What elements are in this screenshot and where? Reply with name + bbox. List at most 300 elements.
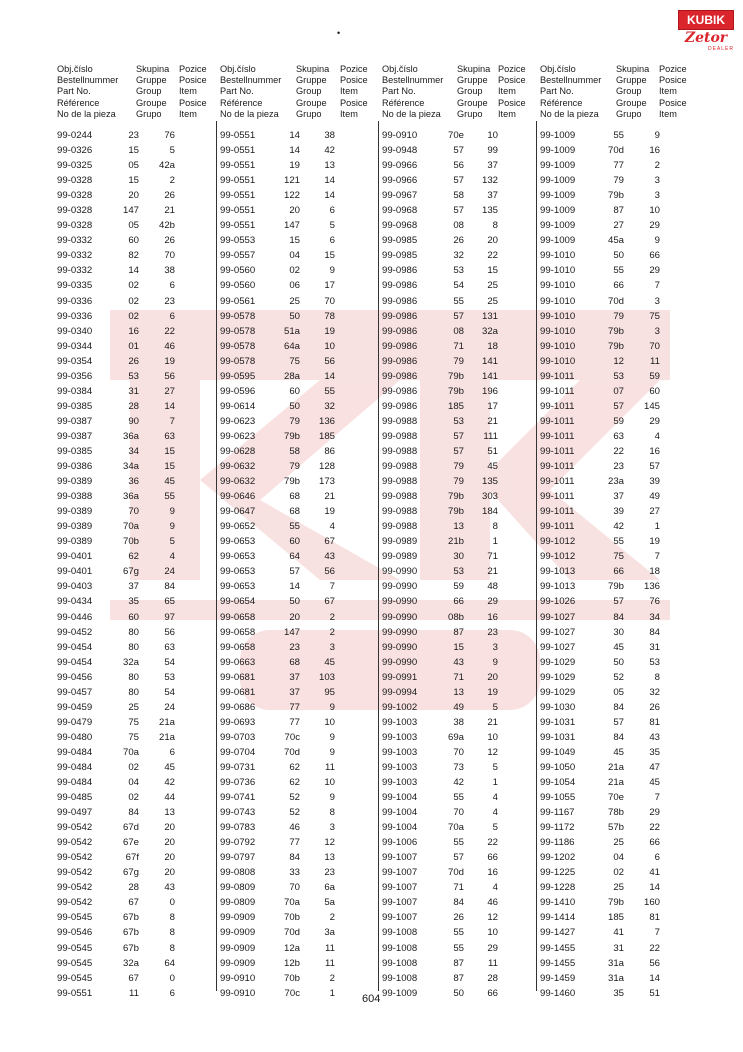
item-number: 10 — [324, 777, 335, 789]
item-number: 9 — [169, 506, 175, 518]
item-number: 11 — [488, 957, 498, 969]
header-group: Group — [136, 86, 162, 97]
group-number: 67b — [122, 927, 139, 939]
item-number: 70 — [164, 250, 175, 262]
header-part-no: Part No. — [540, 86, 574, 97]
group-number: 80 — [128, 671, 139, 683]
item-number: 63 — [164, 430, 175, 442]
item-number: 23 — [324, 867, 335, 879]
item-number: 2 — [654, 160, 660, 172]
header-group: Grupo — [616, 108, 642, 119]
header-item: Posice — [179, 97, 207, 108]
header-item: Posice — [659, 97, 687, 108]
part-number: 99-1031 — [540, 716, 576, 728]
group-number: 70b — [283, 912, 300, 924]
part-number: 99-0551 — [220, 205, 256, 217]
item-number: 6 — [169, 987, 175, 999]
item-number: 27 — [649, 506, 660, 518]
part-number: 99-0336 — [57, 295, 93, 307]
group-number: 62 — [289, 761, 300, 773]
part-number: 99-1031 — [540, 731, 576, 743]
group-number: 50 — [613, 250, 624, 262]
group-number: 21a — [607, 777, 624, 789]
item-number: 12 — [487, 746, 498, 758]
item-number: 5 — [169, 536, 175, 548]
group-number: 07 — [613, 385, 624, 397]
item-number: 184 — [481, 506, 498, 518]
part-number: 99-1009 — [540, 190, 576, 202]
part-number: 99-0434 — [57, 596, 93, 608]
item-number: 66 — [487, 852, 498, 864]
part-number: 99-1010 — [540, 280, 576, 292]
item-number: 2 — [329, 611, 335, 623]
header-item: Pozice — [498, 64, 526, 74]
part-number: 99-0454 — [57, 641, 93, 653]
part-number: 99-0783 — [220, 822, 256, 834]
group-number: 50 — [289, 400, 300, 412]
part-number: 99-0991 — [382, 671, 418, 683]
part-number: 99-0328 — [57, 175, 93, 187]
group-number: 37 — [613, 491, 624, 503]
group-number: 49 — [453, 701, 464, 713]
part-number: 99-0968 — [382, 205, 418, 217]
item-number: 45 — [164, 476, 175, 488]
item-number: 23 — [164, 295, 175, 307]
part-number: 99-0326 — [57, 145, 93, 157]
item-number: 7 — [654, 280, 660, 292]
group-number: 57 — [613, 400, 624, 412]
item-number: 12 — [487, 912, 498, 924]
group-number: 15 — [289, 235, 300, 247]
group-number: 79b — [607, 897, 624, 909]
item-number: 10 — [487, 130, 498, 141]
item-number: 29 — [487, 596, 498, 608]
part-number: 99-0681 — [220, 686, 256, 698]
item-number: 20 — [487, 671, 498, 683]
item-number: 15 — [164, 461, 175, 473]
group-number: 02 — [289, 265, 300, 277]
group-number: 84 — [613, 611, 624, 623]
part-number: 99-0988 — [382, 491, 418, 503]
group-number: 57b — [607, 822, 624, 834]
item-number: 136 — [643, 581, 660, 593]
group-number: 35 — [128, 596, 139, 608]
part-number: 99-0332 — [57, 250, 93, 262]
group-number: 38 — [453, 716, 464, 728]
part-number: 99-0497 — [57, 807, 93, 819]
part-number: 99-1011 — [540, 385, 575, 397]
item-number: 3 — [329, 822, 335, 834]
part-number: 99-1050 — [540, 761, 576, 773]
part-number: 99-0808 — [220, 867, 256, 879]
group-number: 32 — [453, 250, 464, 262]
part-number: 99-1007 — [382, 867, 418, 879]
item-number: 4 — [492, 882, 498, 894]
part-number: 99-0994 — [382, 686, 418, 698]
item-number: 6 — [654, 852, 660, 864]
item-number: 84 — [649, 626, 660, 638]
item-number: 1 — [654, 521, 660, 533]
part-number: 99-0990 — [382, 626, 418, 638]
part-number: 99-1010 — [540, 295, 576, 307]
group-number: 50 — [289, 596, 300, 608]
group-number: 02 — [128, 280, 139, 292]
part-number: 99-0578 — [220, 325, 256, 337]
group-number: 28 — [128, 400, 139, 412]
part-number: 99-0545 — [57, 912, 93, 924]
item-number: 11 — [650, 355, 660, 367]
part-number: 99-0809 — [220, 882, 256, 894]
part-number: 99-0389 — [57, 476, 93, 488]
header-item: Posice — [498, 75, 526, 86]
item-number: 84 — [164, 581, 175, 593]
item-number: 42a — [158, 160, 175, 172]
group-number: 87 — [453, 626, 464, 638]
group-number: 68 — [289, 656, 300, 668]
part-number: 99-0356 — [57, 370, 93, 382]
item-number: 19 — [324, 506, 335, 518]
item-number: 14 — [324, 370, 335, 382]
part-number: 99-0344 — [57, 340, 93, 352]
item-number: 1 — [329, 987, 335, 999]
header-item: Item — [659, 108, 677, 119]
item-number: 145 — [643, 400, 660, 412]
group-number: 20 — [289, 611, 300, 623]
item-number: 66 — [487, 987, 498, 999]
page-number: 604 — [362, 993, 381, 1005]
part-number: 99-1003 — [382, 746, 418, 758]
group-number: 02 — [128, 792, 139, 804]
group-number: 53 — [613, 370, 624, 382]
group-number: 05 — [613, 686, 624, 698]
group-number: 33 — [289, 867, 300, 879]
part-number: 99-1004 — [382, 807, 418, 819]
part-number: 99-1027 — [540, 611, 576, 623]
part-number: 99-0545 — [57, 957, 93, 969]
part-number: 99-1002 — [382, 701, 418, 713]
part-number: 99-1010 — [540, 310, 576, 322]
part-number: 99-1011 — [540, 400, 575, 412]
group-number: 15 — [453, 641, 464, 653]
part-number: 99-1010 — [540, 325, 576, 337]
group-number: 79 — [289, 461, 300, 473]
item-number: 10 — [324, 716, 335, 728]
group-number: 185 — [607, 912, 624, 924]
group-number: 25 — [613, 837, 624, 849]
group-number: 28 — [128, 882, 139, 894]
part-number: 99-0551 — [220, 160, 256, 172]
part-number: 99-1167 — [540, 807, 575, 819]
item-number: 8 — [169, 927, 175, 939]
kubik-zetor-logo — [678, 10, 734, 60]
part-number: 99-0986 — [382, 310, 418, 322]
header-part-no: Bestellnummer — [382, 75, 444, 86]
item-number: 3a — [324, 927, 335, 939]
group-number: 147 — [283, 220, 300, 232]
item-number: 21a — [158, 731, 175, 743]
item-number: 4 — [492, 807, 498, 819]
part-number: 99-1010 — [540, 340, 576, 352]
group-number: 84 — [613, 731, 624, 743]
group-number: 26 — [453, 235, 464, 247]
group-number: 60 — [289, 385, 300, 397]
item-number: 5 — [329, 220, 335, 232]
group-number: 12b — [283, 957, 300, 969]
group-number: 121 — [283, 175, 300, 187]
header-item: Item — [659, 86, 677, 97]
item-number: 2 — [329, 626, 335, 638]
group-number: 55 — [453, 792, 464, 804]
part-number: 99-0614 — [220, 400, 256, 412]
item-number: 141 — [481, 355, 498, 367]
part-number: 99-0401 — [57, 551, 93, 563]
header-group: Gruppe — [296, 75, 327, 86]
group-number: 67f — [125, 852, 139, 864]
group-number: 122 — [283, 190, 300, 202]
item-number: 8 — [329, 807, 335, 819]
item-number: 3 — [654, 175, 660, 187]
group-number: 14 — [128, 265, 139, 277]
part-number: 99-1011 — [540, 476, 575, 488]
group-number: 87 — [453, 957, 464, 969]
group-number: 30 — [453, 551, 464, 563]
group-number: 12a — [283, 942, 300, 954]
part-number: 99-1011 — [540, 430, 575, 442]
group-number: 36a — [122, 491, 139, 503]
group-number: 79 — [613, 310, 624, 322]
item-number: 173 — [318, 476, 335, 488]
part-number: 99-0560 — [220, 280, 256, 292]
item-number: 7 — [329, 581, 335, 593]
part-number: 99-0340 — [57, 325, 93, 337]
part-number: 99-0647 — [220, 506, 256, 518]
header-part-no: Référence — [57, 97, 100, 108]
part-number: 99-1011 — [540, 521, 575, 533]
part-number: 99-0578 — [220, 340, 256, 352]
header-group: Skupina — [136, 64, 170, 74]
item-number: 9 — [329, 746, 335, 758]
item-number: 10 — [487, 927, 498, 939]
header-part-no: Référence — [382, 97, 425, 108]
group-number: 80 — [128, 641, 139, 653]
item-number: 45 — [487, 461, 498, 473]
group-number: 78b — [607, 807, 624, 819]
part-number: 99-1010 — [540, 355, 576, 367]
item-number: 55 — [324, 385, 335, 397]
header-group: Group — [457, 86, 483, 97]
part-number: 99-0704 — [220, 746, 256, 758]
item-number: 66 — [649, 837, 660, 849]
part-number: 99-0990 — [382, 611, 418, 623]
group-number: 55 — [453, 927, 464, 939]
item-number: 9 — [329, 792, 335, 804]
part-number: 99-1009 — [540, 160, 576, 172]
item-number: 29 — [649, 265, 660, 277]
item-number: 21 — [324, 491, 335, 503]
item-number: 81 — [649, 716, 660, 728]
group-number: 25 — [613, 882, 624, 894]
part-number: 99-1054 — [540, 777, 576, 789]
header-item: Item — [340, 86, 358, 97]
item-number: 131 — [481, 310, 498, 322]
part-number: 99-1012 — [540, 551, 576, 563]
group-number: 23 — [289, 641, 300, 653]
item-number: 15 — [487, 265, 498, 277]
item-number: 20 — [164, 837, 175, 849]
part-number: 99-1186 — [540, 837, 575, 849]
part-number: 99-0985 — [382, 250, 418, 262]
item-number: 31 — [649, 641, 660, 653]
item-number: 28 — [487, 972, 498, 984]
group-number: 64a — [283, 340, 300, 352]
header-item: Item — [340, 108, 358, 119]
part-number: 99-0985 — [382, 235, 418, 247]
group-number: 31a — [607, 972, 624, 984]
item-number: 51 — [487, 445, 498, 457]
item-number: 86 — [324, 445, 335, 457]
item-number: 8 — [492, 521, 498, 533]
group-number: 73 — [453, 761, 464, 773]
item-number: 136 — [318, 415, 335, 427]
part-number: 99-0542 — [57, 897, 93, 909]
item-number: 48 — [487, 581, 498, 593]
part-number: 99-0459 — [57, 701, 93, 713]
group-number: 23 — [128, 130, 139, 141]
group-number: 79b — [447, 385, 464, 397]
part-number: 99-0731 — [220, 761, 256, 773]
part-number: 99-0578 — [220, 310, 256, 322]
group-number: 70d — [607, 295, 624, 307]
part-number: 99-0989 — [382, 551, 418, 563]
group-number: 68 — [289, 491, 300, 503]
item-number: 5 — [492, 822, 498, 834]
group-number: 70d — [447, 867, 464, 879]
group-number: 79 — [453, 476, 464, 488]
part-number: 99-1459 — [540, 972, 576, 984]
part-number: 99-0484 — [57, 746, 93, 758]
item-number: 21 — [487, 415, 498, 427]
item-number: 32a — [481, 325, 498, 337]
group-number: 79 — [453, 355, 464, 367]
item-number: 24 — [164, 701, 175, 713]
group-number: 56 — [453, 160, 464, 172]
part-number: 99-0551 — [220, 130, 256, 141]
part-number: 99-0452 — [57, 626, 93, 638]
part-number: 99-0966 — [382, 175, 418, 187]
header-group: Grupo — [136, 108, 162, 119]
item-number: 2 — [169, 175, 175, 187]
part-number: 99-0909 — [220, 927, 256, 939]
item-number: 303 — [481, 491, 498, 503]
group-number: 26 — [453, 912, 464, 924]
part-number: 99-0551 — [220, 175, 256, 187]
header-group: Group — [616, 86, 642, 97]
item-number: 6 — [329, 235, 335, 247]
group-number: 55 — [453, 295, 464, 307]
part-number: 99-0990 — [382, 596, 418, 608]
item-number: 49 — [649, 491, 660, 503]
item-number: 14 — [324, 190, 335, 202]
part-number: 99-0653 — [220, 536, 256, 548]
part-number: 99-0332 — [57, 265, 93, 277]
group-number: 80 — [128, 626, 139, 638]
item-number: 26 — [649, 701, 660, 713]
header-group: Groupe — [296, 97, 327, 108]
item-number: 9 — [329, 701, 335, 713]
part-number: 99-0325 — [57, 160, 93, 172]
item-number: 22 — [487, 837, 498, 849]
item-number: 18 — [649, 566, 660, 578]
part-number: 99-0560 — [220, 265, 256, 277]
item-number: 10 — [487, 731, 498, 743]
group-number: 59 — [613, 415, 624, 427]
item-number: 29 — [649, 807, 660, 819]
item-number: 0 — [169, 897, 175, 909]
part-number: 99-1055 — [540, 792, 576, 804]
group-number: 32a — [122, 656, 139, 668]
group-number: 70d — [607, 145, 624, 157]
part-number: 99-0809 — [220, 897, 256, 909]
part-number: 99-0686 — [220, 701, 256, 713]
part-number: 99-1455 — [540, 957, 576, 969]
item-number: 3 — [654, 295, 660, 307]
item-number: 20 — [164, 852, 175, 864]
group-number: 25 — [289, 295, 300, 307]
part-number: 99-1427 — [540, 927, 576, 939]
part-number: 99-0910 — [220, 987, 256, 999]
header-item: Pozice — [179, 64, 207, 74]
part-number: 99-0484 — [57, 761, 93, 773]
group-number: 67b — [122, 942, 139, 954]
group-number: 60 — [128, 611, 139, 623]
item-number: 95 — [324, 686, 335, 698]
part-number: 99-0652 — [220, 521, 256, 533]
header-item: Posice — [179, 75, 207, 86]
part-number: 99-0457 — [57, 686, 93, 698]
part-number: 99-0545 — [57, 942, 93, 954]
item-number: 46 — [487, 897, 498, 909]
part-number: 99-0446 — [57, 611, 93, 623]
group-number: 52 — [289, 807, 300, 819]
group-number: 02 — [613, 867, 624, 879]
item-number: 4 — [654, 430, 660, 442]
group-number: 36a — [122, 430, 139, 442]
item-number: 81 — [649, 912, 660, 924]
group-number: 55 — [289, 521, 300, 533]
part-number: 99-0542 — [57, 822, 93, 834]
part-number: 99-0654 — [220, 596, 256, 608]
group-number: 147 — [122, 205, 139, 217]
part-number: 99-0456 — [57, 671, 93, 683]
part-number: 99-0646 — [220, 491, 256, 503]
part-number: 99-1026 — [540, 596, 576, 608]
part-number: 99-0336 — [57, 310, 93, 322]
group-number: 57 — [453, 445, 464, 457]
item-number: 59 — [649, 370, 660, 382]
group-number: 84 — [289, 852, 300, 864]
item-number: 19 — [324, 325, 335, 337]
part-number: 99-0986 — [382, 325, 418, 337]
item-number: 29 — [649, 220, 660, 232]
group-number: 67 — [128, 897, 139, 909]
group-number: 58 — [289, 445, 300, 457]
group-number: 30 — [613, 626, 624, 638]
part-number: 99-0988 — [382, 506, 418, 518]
group-number: 04 — [289, 250, 300, 262]
part-number: 99-1027 — [540, 626, 576, 638]
item-number: 20 — [164, 867, 175, 879]
part-number: 99-1010 — [540, 265, 576, 277]
